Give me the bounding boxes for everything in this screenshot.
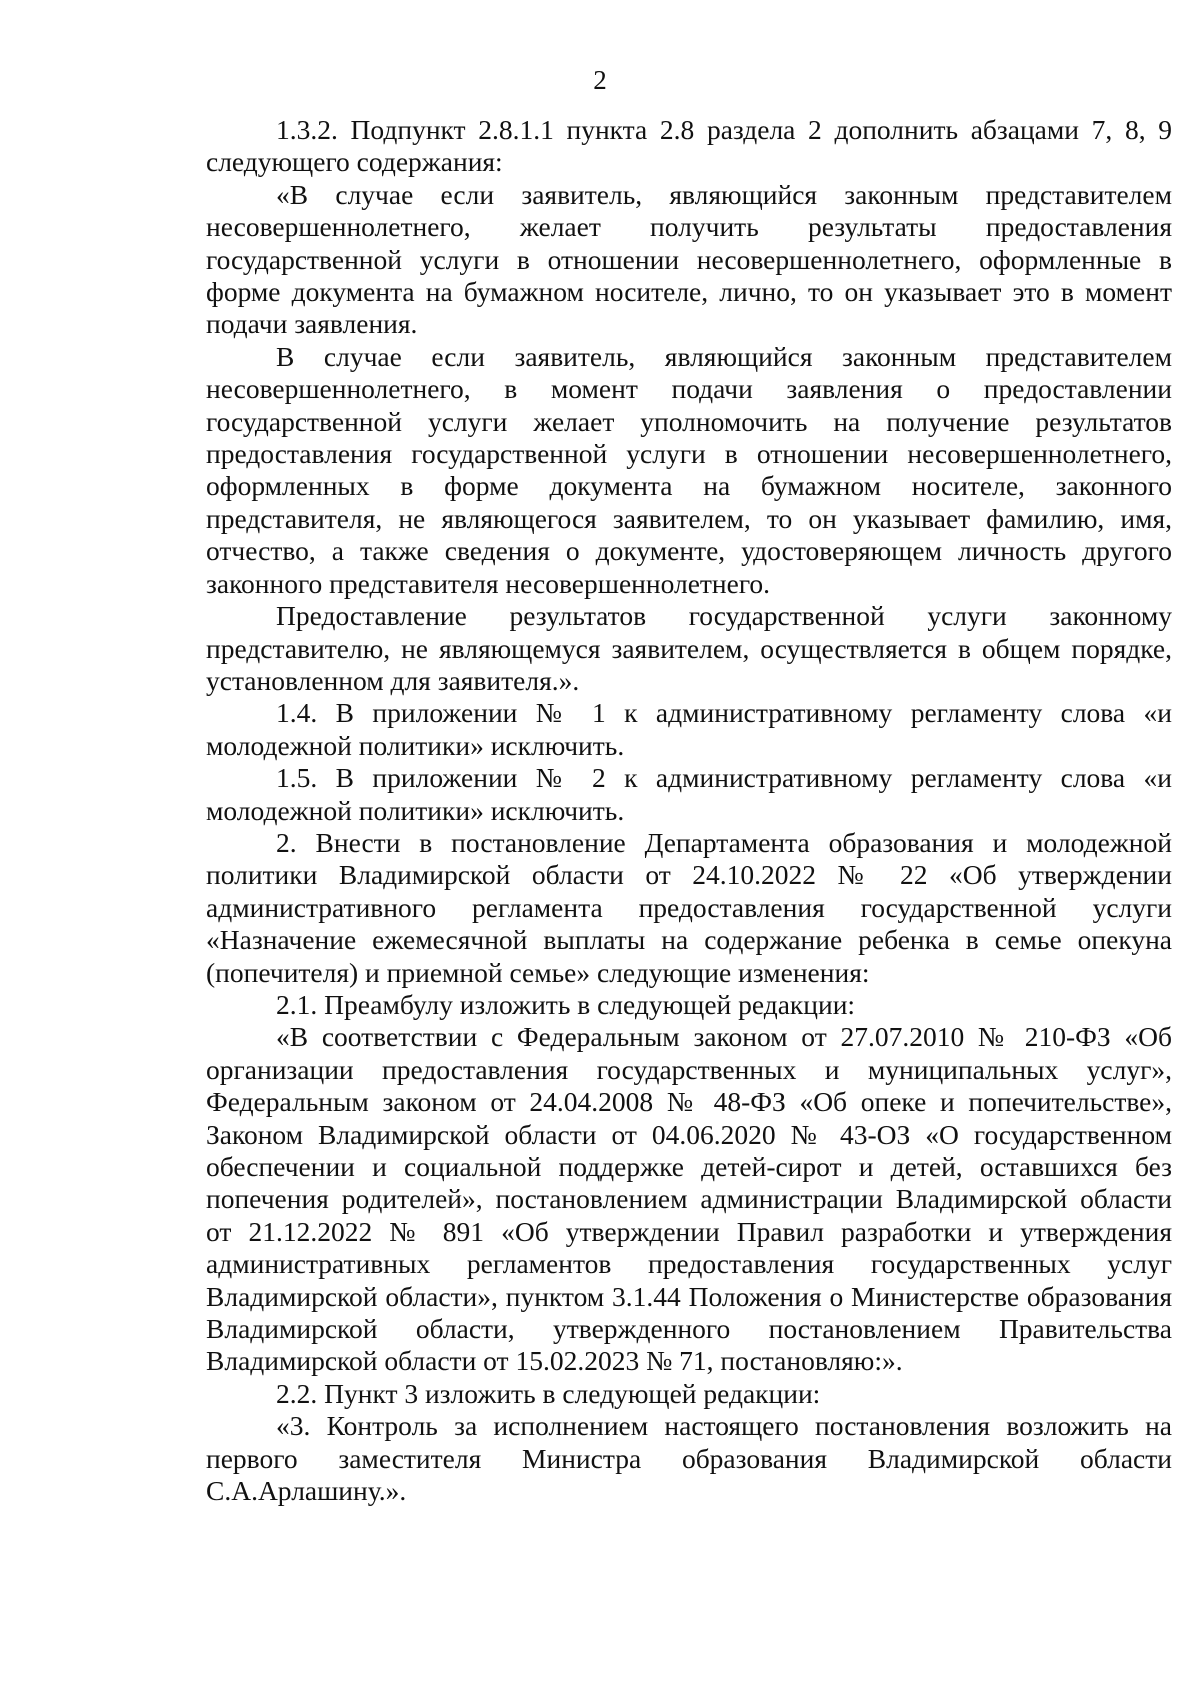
paragraph-2-1: 2.1. Преамбулу изложить в следующей редакции: [276, 988, 856, 1020]
paragraph-2-2: 2.2. Пункт 3 изложить в следующей редакции: [276, 1377, 821, 1409]
paragraph-point-3-quote: «3. Контроль за исполнением настоящего постановления возложить на первого заместителя Министра образования Владимирской области С.А.Арлашину.». [206, 1410, 1172, 1507]
paragraph-1-4: 1.4. В приложении № 1 к административному регламенту слова «и молодежной политики» исключить. [206, 697, 1172, 761]
document-body [206, 114, 1172, 1507]
paragraph-1-3-2: 1.3.2. Подпункт 2.8.1.1 пункта 2.8 раздела 2 дополнить абзацами 7, 8, 9 следующего содержания: [206, 114, 1172, 178]
paragraph-1-5: 1.5. В приложении № 2 к административному регламенту слова «и молодежной политики» исключить. [206, 762, 1172, 826]
paragraph-quote-personal-receipt: «В случае если заявитель, являющийся законным представителем несовершеннолетнего, желает получить результаты предоставления государственной услуги в отношении несовершеннолетнего, оформленные в форме документа на бумажном носителе, лично, то он указывает это в момент подачи заявления. [206, 178, 1172, 340]
paragraph-quote-authorize-representative: В случае если заявитель, являющийся законным представителем несовершеннолетнего, в момент подачи заявления о предоставлении государственной услуги желает уполномочить на получение результатов предоставления государственной услуги в отношении несовершеннолетнего, оформленных в форме документа на бумажном носителе, законного представителя, не являющегося заявителем, то он указывает фамилию, имя, отчество, а также сведения о документе, удостоверяющем личность другого законного представителя несовершеннолетнего. [206, 340, 1172, 599]
paragraph-quote-general-procedure: Предоставление результатов государственной услуги законному представителю, не являющемуся заявителем, осуществляется в общем порядке, установленном для заявителя.». [206, 600, 1172, 696]
paragraph-2: 2. Внести в постановление Департамента образования и молодежной политики Владимирской области от 24.10.2022 № 22 «Об утверждении административного регламента предоставления государственной услуги «Назначение ежемесячной выплаты на содержание ребенка в семье опекуна (попечителя) и приемной семье» следующие изменения: [206, 826, 1172, 988]
paragraph-preamble-quote: «В соответствии с Федеральным законом от 27.07.2010 № 210-ФЗ «Об организации предоставления государственных и муниципальных услуг», Федеральным законом от 24.04.2008 № 48-ФЗ «Об опеке и попечительстве», Законом Владимирской области от 04.06.2020 № 43-ОЗ «О государственном обеспечении и социальной поддержке детей-сирот и детей, оставшихся без попечения родителей», постановлением администрации Владимирской области от 21.12.2022 № 891 «Об утверждении Правил разработки и утверждения административных регламентов предоставления государственных услуг Владимирской области», пунктом 3.1.44 Положения о Министерстве образования Владимирской области, утвержденного постановлением Правительства Владимирской области от 15.02.2023 № 71, постановляю:». [206, 1021, 1172, 1377]
page-number: 2 [593, 65, 607, 95]
